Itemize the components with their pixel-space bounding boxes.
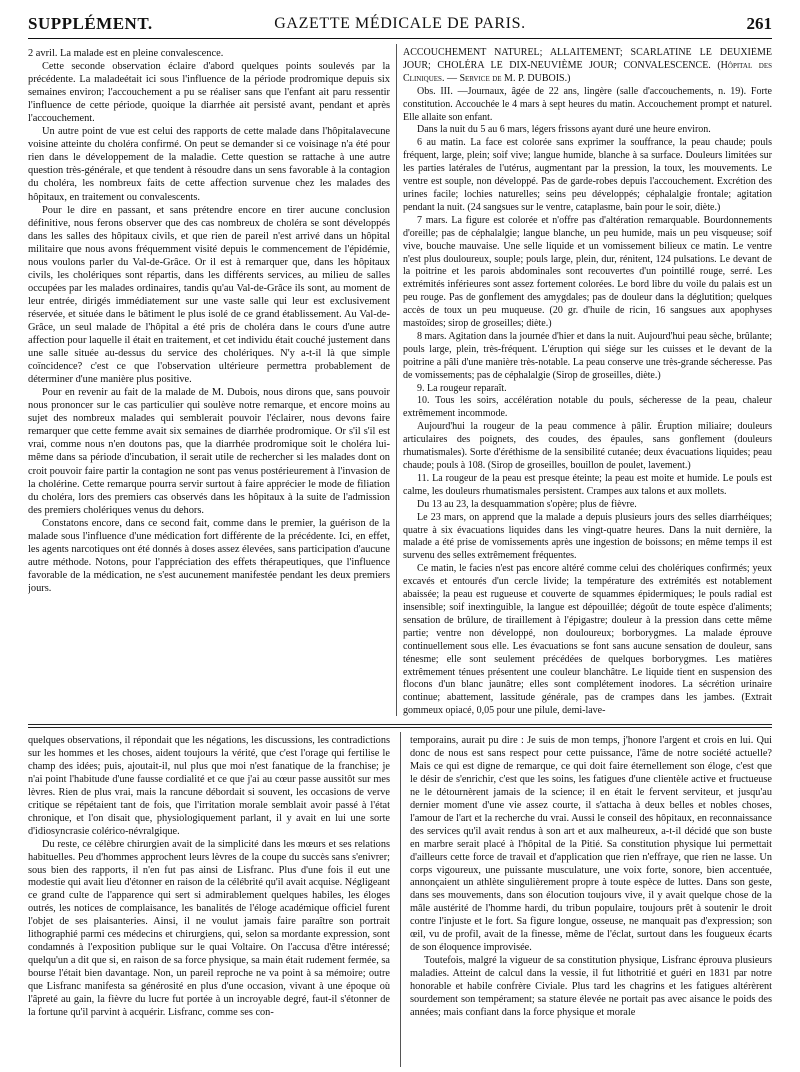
paragraph: Du 13 au 23, la desquammation s'opère; plus de fièvre. bbox=[417, 498, 637, 510]
paragraph: 11. La rougeur de la peau est presque éteinte; la peau est moite et humide. Le pouls est calme, les douleurs rhumatismales persistent. Crampes aux talons et aux mollets. bbox=[403, 472, 772, 497]
top-left-column bbox=[28, 47, 390, 717]
page-number: 261 bbox=[746, 14, 772, 33]
paragraph: Un autre point de vue est celui des rapports de cette malade dans l'hôpitalavecune voisine atteinte du choléra confirmé. On peut se demander si ce voisinage n'a été pour rien dans le développement de la maladie. Cette question se rattache à une autre question très-générale, et que tendent à résoudre dans un sens favorable à la contagion du choléra, les nombreux faits de cette affection survenue chez les malades des hôpitaux, en traitement ou convalescents. bbox=[28, 126, 390, 203]
paragraph: 9. La rougeur reparaît. bbox=[417, 382, 507, 394]
feuilleton-left-column bbox=[28, 735, 390, 1065]
top-right-column bbox=[403, 47, 772, 717]
paragraph: Constatons encore, dans ce second fait, comme dans le premier, la guérison de la malade sous l'influence d'une médication fort différente de la précédente. Ici, en effet, les agents narcotiques ont été donnés à doses assez élevées, sans participation d'aucune autre méthode. Notons, pour l'appréciation des effets thérapeutiques, que l'influence favorable de la médication, ne s'est aucunement manifestée pendant les deux premiers jours. bbox=[28, 517, 390, 594]
paragraph: Toutefois, malgré la vigueur de sa constitution physique, Lisfranc éprouva plusieurs maladies. Atteint de calcul dans la vessie, il fut lithotritié et guéri en 1831 par notre honorable et habile confrère Civiale. Plus tard les chagrins et les fatigues altérèrent sourdement son tempérament; sa stature élevée ne portait pas avec aisance le poids des années; mais confiant dans la force physique et morale bbox=[410, 955, 772, 1019]
paragraph: Pour en revenir au fait de la malade de M. Dubois, nous dirons que, sans pouvoir nous prononcer sur le cas particulier qui soulève notre remarque, et encore moins au sujet des nombreux malades qui semblerait pouvoir l'éclairer, nous devons faire remarquer que cette femme avait six semaines de diarrhée prodromique. Or s'il s'il est vrai, comme nous n'en doutons pas, que la diarrhée prodromique soit le choléra lui-même dans sa période d'incubation, il serait utile de rechercher si les malades dont on croit pouvoir faire partir la contagion ne sont pas venus postérieurement à l'invasion de la cholérine. Cette remarque pourra servir surtout à faire apprécier le mode de filiation du choléra, lors des premiers cas observés dans les hôpitaux à la suite de l'admission des premiers cholériques venus du dehors. bbox=[28, 387, 390, 516]
header-journal-title: GAZETTE MÉDICALE DE PARIS. bbox=[274, 15, 526, 32]
paragraph: 2 avril. La malade est en pleine convalescence. bbox=[28, 48, 224, 59]
paragraph: Pour le dire en passant, et sans prétendre encore en tirer aucune conclusion définitive, nous ferons observer que des cas nombreux de choléra se sont développés dans les salles des hôpitaux civils, et que rien de pareil n'est arrivé dans un hôpital militaire que nous avons fréquemment visité depuis le commencement de l'épidémie, nous voulons parler du Val-de-Grâce. Or il est à remarquer que, dans les hôpitaux civils, les cholériques sont répartis, dans les différents services, au milieu de salles occupées par les malades ordinaires, tandis qu'au Val-de-Grâce ils sont, au moment de leur entrée, dirigés immédiatement sur une vaste salle qui leur est exclusivement réservée, et située dans le bâtiment le plus isolé de ce grand établissement. Au Val-de-Grâce, un seul malade de l'hôpital a été pris de choléra dans le cours d'une autre affection pour laquelle il était en traitement, et cet individu était couché justement dans une salle située au-dessus du service des cholériques. N'y a-t-il là que simple coïncidence? c'est ce que l'observation ultérieure permettra probablement de déterminer d'une manière plus positive. bbox=[28, 204, 390, 386]
paragraph: Obs. III. —Journaux, âgée de 22 ans, lingère (salle d'accouchements, n. 19). Forte constitution. Accouchée le 4 mars à sept heures du matin. Accouchement prompt et naturel. Elle allaite son enfant. bbox=[403, 85, 772, 123]
column-divider-bottom bbox=[400, 732, 401, 1067]
section-divider bbox=[28, 724, 772, 725]
observation-title: ACCOUCHEMENT NATUREL; ALLAITEMENT; SCARLATINE LE DEUXIÈME JOUR; CHOLÉRA LE DIX-NEUVIÈME JOUR; CONVALESCENCE. (Hôpital des Cliniques. — Service de M. P. DUBOIS.) bbox=[403, 47, 772, 84]
header-supplement: SUPPLÉMENT. bbox=[28, 14, 153, 33]
column-divider-top bbox=[396, 44, 397, 716]
paragraph: 7 mars. La figure est colorée et n'offre pas d'altération remarquable. Bourdonnements d'oreille; pas de céphalalgie; langue blanche, un peu humide, mais un peu visqueuse; soif vive, bouche mauvaise. Une selle liquide et un vomissement bilieux ce matin. Le ventre n'est plus douloureux, souple; pouls large, plein, dur, rénitent, 124 pulsations. Le devant de la poitrine et les parois abdominales sont recouvertes d'un pointillé rouge, serré. Les extrémités inférieures sont assez fortement colorées. Le bord libre du voile du palais est un peu rouge. Pas de gonflement des amygdales; pas de douleur dans la déglutition; quelques accès de toux un peu muqueuse. (20 gr. d'huile de ricin, 16 sangsues aux apophyses mastoïdes; sirop de groseilles; diète.) bbox=[403, 214, 772, 330]
section-divider bbox=[28, 727, 772, 728]
running-header bbox=[28, 14, 772, 39]
paragraph: quelques observations, il répondait que les négations, les discussions, les contradictions sur les hommes et les choses, aident toujours la vérité, que c'est l'orage qui fertilise le champ des idées; puis, ajoutait-il, nul plus que moi n'est fanatique de la franchise; je n'ai point l'habitude d'une fausse cordialité et ce que j'ai au cœur passe aussitôt sur mes lèvres. Rien de plus vrai, mais la rancune débordait si souvent, les occasions de verve critique se répétaient tant de fois, que l'irritation morale semblait avoir passé à l'état chronique, et l'on disait que, physiologiquement parlant, il y avait en lui une sorte d'idiosyncrasie colérico-névralgique. bbox=[28, 735, 390, 837]
paragraph: Du reste, ce célèbre chirurgien avait de la simplicité dans les mœurs et ses relations habituelles. Peu d'hommes approchent leurs lèvres de la coupe du succès sans s'enivrer; sous bien des rapports, il n'en fut pas ainsi de Lisfranc. Plus d'une fois il eut une modestie qui avait lieu d'étonner en raison de la célébrité qu'il avait acquise. Négligeant ce grand culte de l'apparence qui sert si admirablement quelques habiles, les éloges outrés, les notices de complaisance, les banalités de l'éloge académique officiel furent l'objet de ses plaisanteries. Ainsi, il ne voulut jamais faire paraître son portrait lithographié parmi ces médecins et chirurgiens, qui, selon sa mordante expression, sont condamnés à l'exposition publique sur le quai Voltaire. On l'accusa d'être intéressé; quelqu'un a dit que si, en raison de sa force physique, sa main était rudement fermée, sa bourse l'était bien davantage. Non, un pareil reproche ne va point à sa mémoire; outre que Lisfranc manifesta sa générosité en plus d'une occasion, vivant à une époque où l'âpreté au gain, la fièvre du lucre fut portée à un incroyable degré, faut-il s'étonner de la fortune qu'il parvint à acquérir. Lisfranc, comme ses con- bbox=[28, 838, 390, 1019]
paragraph: 6 au matin. La face est colorée sans exprimer la souffrance, la peau chaude; pouls fréquent, large, plein; soif vive; langue humide, blanche à sa surface. Douleurs limitées sur les parties latérales de l'utérus, augmentant par la pression, la toux, les mouvements. Le ventre est souple, non développé. Pas de garde-robes depuis l'accouchement. Excrétion des urines facile; lochies naturelles; seins peu développés; céphalalgie frontale; agitation pendant la nuit. (24 sangsues sur le ventre, cataplasme, bain pour le soir, diète.) bbox=[403, 137, 772, 213]
paragraph: Aujourd'hui la rougeur de la peau commence à pâlir. Éruption miliaire; douleurs articulaires des poignets, des coudes, des épaules, sans gonflement (douleurs rhumatismales). Sorte d'éréthisme de la sensibilité cutanée; deux évacuations liquides; peau chaude; pouls à 108. (Sirop de groseilles, bouillon de poulet, lavement.) bbox=[403, 421, 772, 471]
paragraph: Dans la nuit du 5 au 6 mars, légers frissons ayant duré une heure environ. bbox=[417, 124, 711, 136]
feuilleton-right-column bbox=[410, 735, 772, 1065]
paragraph: temporains, aurait pu dire : Je suis de mon temps, j'honore l'argent et crois en lui. Qui donc de nous est sans respect pour cette puissance, l'âme de notre société actuelle? Mais ce qui est digne de remarque, ce qui doit faire éternellement son éloge, c'est que le désir de s'enrichir, c'est que les soins, les fatigues d'une clientèle active et fructueuse ne le détournèrent jamais de la science; il en était le fervent serviteur, et jusqu'au dernier moment d'une vie assez courte, il s'attacha à deux belles et nobles choses, l'amour de l'art et la recherche du vrai. Aussi le conseil des hôpitaux, en reconnaissance des services qu'il avait rendus à son art et aux malheureux, a-t-il décidé que son buste en marbre serait placé à l'hôpital de la Pitié. Sa constitution physique lui permettait d'ailleurs cette force de travail et d'application que rien n'effraye, que rien ne lasse. Un corps vigoureux, une puissante musculature, une voix forte, sonore, bien accentuée, annonçaient un athlète singulièrement propre à toute espèce de luttes. Dans son geste, dans ses mouvements, dans son élocution toujours vive, il y avait quelque chose de la mâle austérité de l'homme hardi, du tribun populaire, toujours prêt à soutenir le droit contre l'injuste et le fort. Sa figure longue, osseuse, ne manquait pas d'expression; son œil, vu de profil, avait de la finesse, même de l'éclat, surtout dans les fougueux écarts de son éloquence improvisée. bbox=[410, 735, 772, 954]
paragraph: Le 23 mars, on apprend que la malade a depuis plusieurs jours des selles diarrhéiques; quatre à six évacuations liquides dans les vingt-quatre heures. Dans la nuit dernière, la malade a été prise de vomissements après une ingestion de boissons; en même temps il est survenu des selles extrêmement fréquentes. bbox=[403, 511, 772, 562]
paragraph: Ce matin, le facies n'est pas encore altéré comme celui des cholériques confirmés; yeux excavés et entourés d'un cercle livide; la température des extrémités est notablement abaissée; la peau est rugueuse et couverte de squammes épidermiques; le pouls radial est insensible; soif inextinguible, la langue est dépouillée; dégoût de toute espèce d'aliments; sensation de brûlure, de tiraillement à l'épigastre; douleur à la pression dans cette même partie; ventre non développé, non douloureux; borborygmes. La malade éprouve continuellement sous elle. Les évacuations se font sans aucune sensation de douleur, sans ténesme; elle sont seulement précédées de quelques borborygmes. Les matières extrêmement ténues présentent une couleur blanchâtre. Le liquide tient en suspension des flocons d'un blanc jaunâtre; elles sont complétement inodores. La sécrétion urinaire continue; abattement, lassitude générale, pas de crampes dans les jambes. (Extrait gommeux opiacé, 0,05 pour une pilule, demi-lave- bbox=[403, 563, 772, 717]
paragraph: Cette seconde observation éclaire d'abord quelques points soulevés par la précédente. La maladeétait ici sous l'influence de la période prodromique depuis six semaines environ; l'accouchement a pu se réaliser sans que l'enfant ait paru ressentir l'influence de cette période, quoique la diarrhée ait persisté avant, pendant et après l'accouchement. bbox=[28, 61, 390, 125]
paragraph: 8 mars. Agitation dans la journée d'hier et dans la nuit. Aujourd'hui peau sèche, brûlante; pouls large, plein, très-fréquent. L'éruption qui siége sur les cuisses et le devant de la poitrine a pâli d'une manière très-notable. La peau conserve une très-grande sécheresse. Pas de vomissements; pas de céphalalgie (Sirop de groseilles, diète.) bbox=[403, 330, 772, 381]
paragraph: 10. Tous les soirs, accélération notable du pouls, sécheresse de la peau, chaleur extrêmement incommode. bbox=[403, 395, 772, 420]
